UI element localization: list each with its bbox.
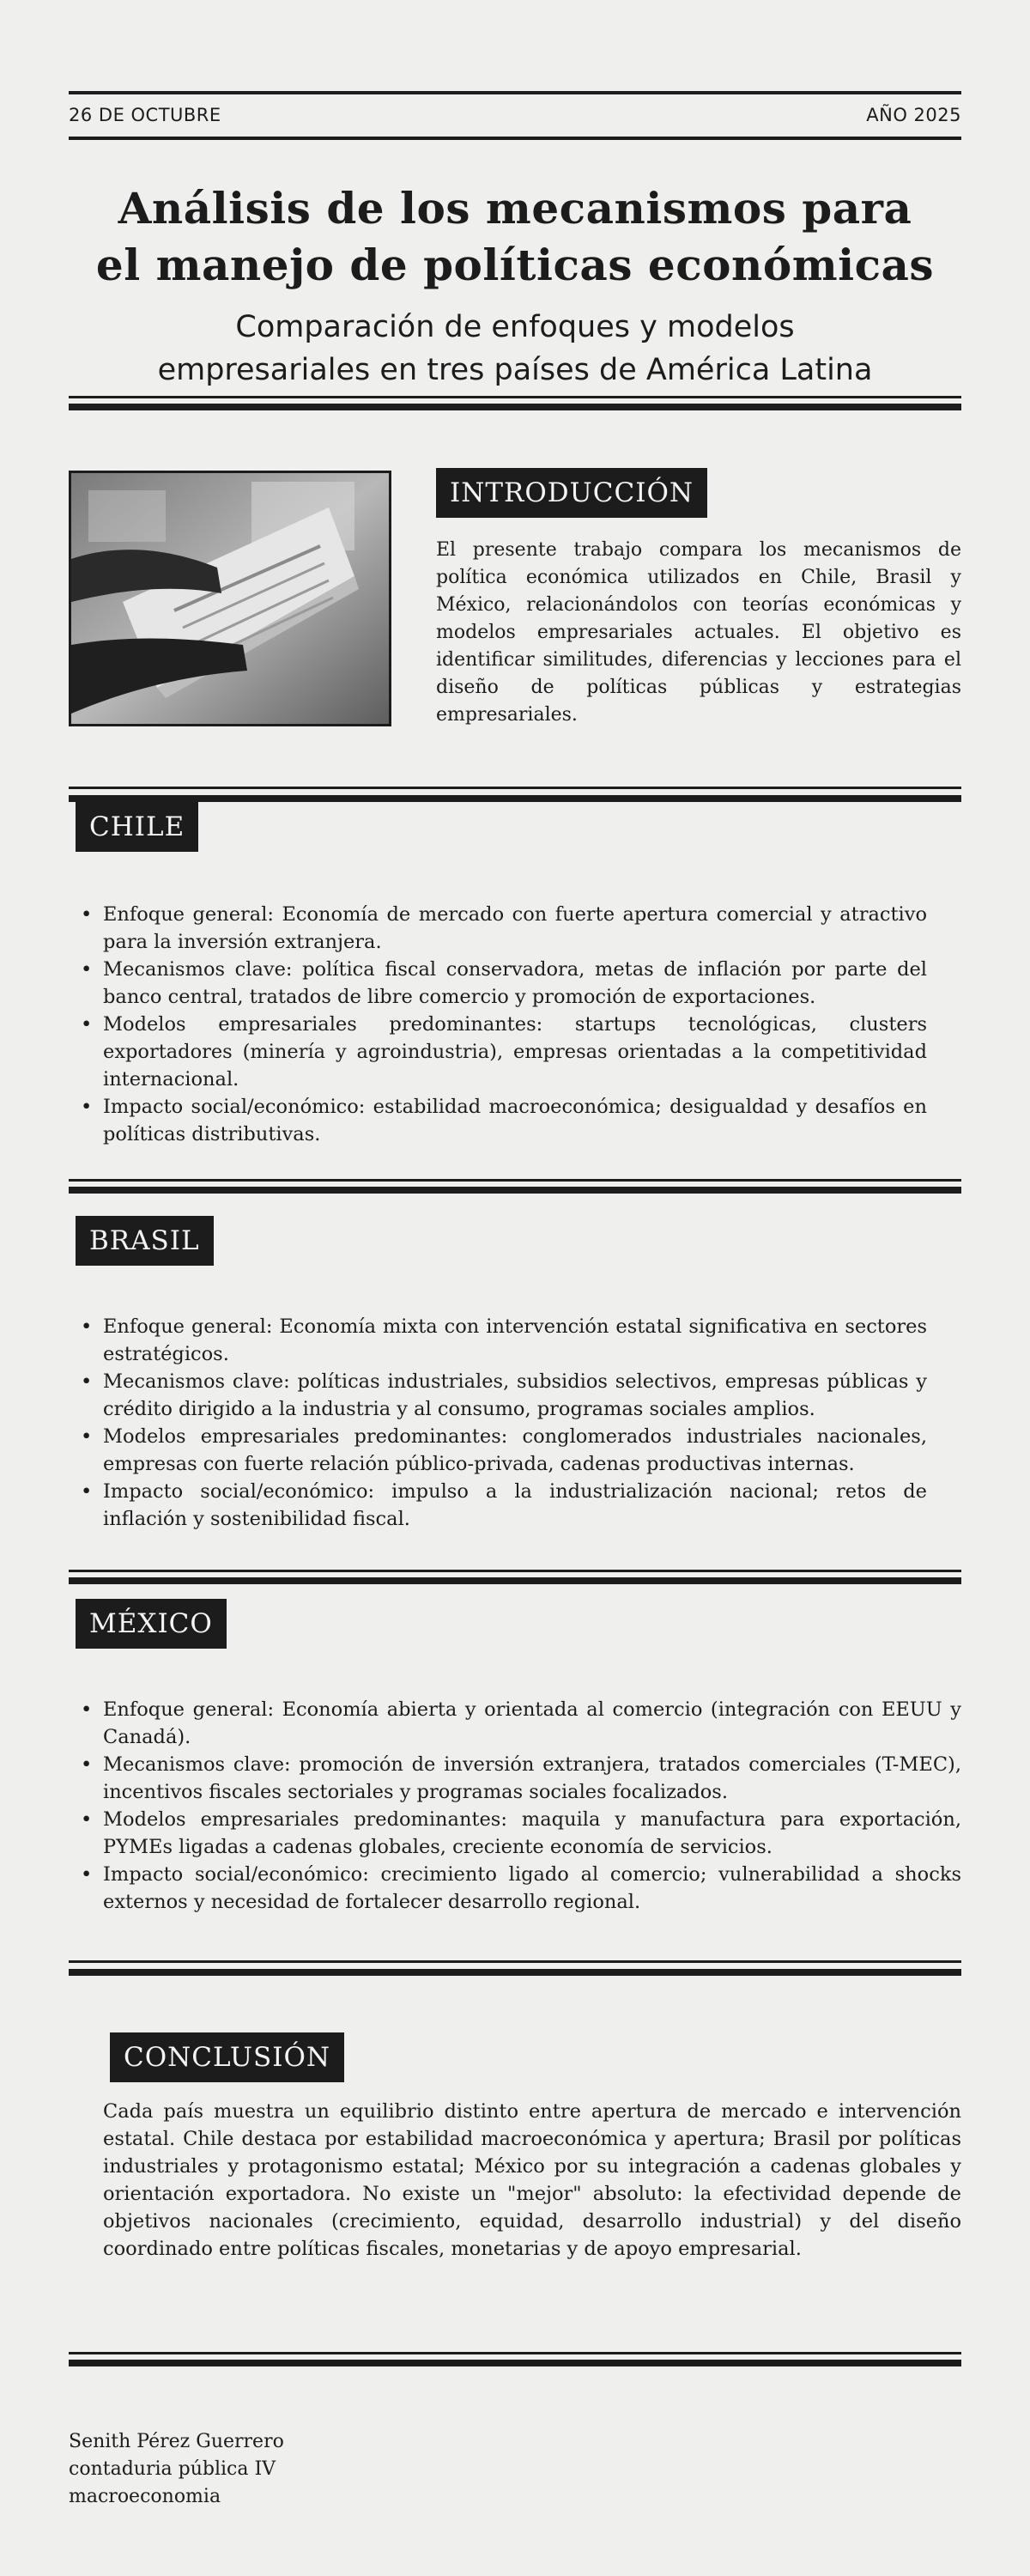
mexico-rule-thin [69,1570,961,1572]
chile-rule-thick [69,795,961,802]
date-left: 26 DE OCTUBRE [69,105,221,125]
subtitle-line-2: empresariales en tres países de América Latina [157,353,873,387]
page-title [69,180,961,294]
date-bottom-rule [69,137,961,140]
title-line-1: Análisis de los mecanismos para [118,183,912,234]
section-label-brasil: BRASIL [76,1216,214,1266]
list-item: • Enfoque general: Economía abierta y orientada al comercio (integración con EEUU y Canadá). [103,1696,961,1751]
date-right: AÑO 2025 [866,105,961,125]
intro-paragraph: El presente trabajo compara los mecanismos de política económica utilizados en Chile, Brasil y México, relacionándolos con teorías económicas y modelos empresariales actuales. El objetivo es identificar similitudes, diferencias y lecciones para el diseño de políticas públicas y estrategias empresariales. [436,539,961,726]
date-row [69,101,961,131]
list-item: • Modelos empresariales predominantes: maquila y manufactura para exportación, PYMEs ligadas a cadenas globales, creciente economía de servicios. [103,1806,961,1861]
newspaper-photo [69,471,391,726]
list-item: • Enfoque general: Economía mixta con intervención estatal significativa en sectores estratégicos. [103,1313,927,1368]
page-subtitle [69,306,961,392]
list-item: • Enfoque general: Economía de mercado con fuerte apertura comercial y atractivo para la inversión extranjera. [103,901,927,956]
list-item: • Mecanismos clave: política fiscal conservadora, metas de inflación por parte del banco central, tratados de libre comercio y promoción de exportaciones. [103,956,927,1011]
footer-rule-thin [69,2352,961,2354]
subtitle-line-1: Comparación de enfoques y modelos [235,310,795,344]
title-rule-thin [69,396,961,398]
footer-rule-thick [69,2360,961,2366]
chile-rule-thin [69,787,961,789]
conclusion-rule-thin [69,1960,961,1963]
conclusion-rule-thick [69,1969,961,1976]
section-label-conclusion: CONCLUSIÓN [110,2032,344,2082]
title-line-2: el manejo de políticas económicas [95,240,935,290]
section-label-mexico: MÉXICO [76,1599,227,1649]
author-name: Senith Pérez Guerrero [69,2431,284,2452]
newspaper-reading-image [71,473,389,724]
list-item: • Mecanismos clave: promoción de inversión extranjera, tratados comerciales (T-MEC), incentivos fiscales sectoriales y programas sociales focalizados. [103,1751,961,1806]
chile-list [103,901,927,1148]
author-block [69,2428,284,2511]
mexico-list [103,1696,961,1916]
list-item: • Mecanismos clave: políticas industriales, subsidios selectivos, empresas públicas y crédito dirigido a la industria y al consumo, programas sociales amplios. [103,1368,927,1423]
section-label-chile: CHILE [76,802,198,852]
conclusion-paragraph: Cada país muestra un equilibrio distinto entre apertura de mercado e intervención estatal. Chile destaca por estabilidad macroeconómica y apertura; Brasil por políticas industriales y protagonismo estatal; México por su integración a cadenas globales y orientación exportadora. No existe un "mejor" absoluto: la efectividad depende de objetivos nacionales (crecimiento, equidad, desarrollo industrial) y del diseño coordinado entre políticas fiscales, monetarias y de apoyo empresarial. [103,2100,961,2260]
author-subject: macroeconomia [69,2486,221,2507]
mexico-rule-thick [69,1577,961,1584]
document-page [69,0,961,2576]
list-item: • Impacto social/económico: crecimiento ligado al comercio; vulnerabilidad a shocks externos y necesidad de fortalecer desarrollo regional. [103,1861,961,1916]
top-rule [69,91,961,94]
list-item: • Modelos empresariales predominantes: startups tecnológicas, clusters exportadores (minería y agroindustria), empresas orientadas a la competitividad internacional. [103,1011,927,1093]
brasil-list [103,1313,927,1533]
list-item: • Modelos empresariales predominantes: conglomerados industriales nacionales, empresas con fuerte relación público-privada, cadenas productivas internas. [103,1423,927,1478]
brasil-rule-thin [69,1179,961,1182]
section-label-introduccion: INTRODUCCIÓN [436,468,707,518]
title-rule-thick [69,404,961,410]
author-course: contaduria pública IV [69,2458,276,2480]
list-item: • Impacto social/económico: estabilidad macroeconómica; desigualdad y desafíos en políticas distributivas. [103,1093,927,1148]
list-item: • Impacto social/económico: impulso a la industrialización nacional; retos de inflación y sostenibilidad fiscal. [103,1478,927,1533]
brasil-rule-thick [69,1187,961,1194]
